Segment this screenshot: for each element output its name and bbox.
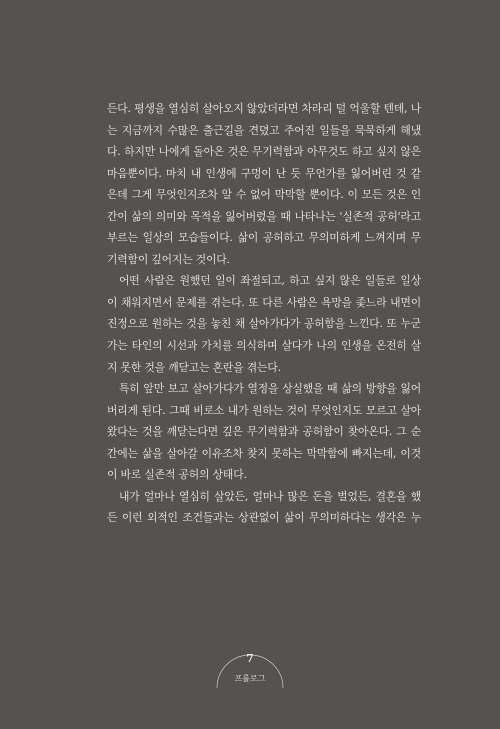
text-line: 내가 얼마나 열심히 살았든, 얼마나 많은 돈을 벌었든, 결혼을 했 bbox=[119, 489, 421, 503]
section-label: 프롤로그 bbox=[234, 674, 266, 683]
text-line: 진정으로 원하는 것을 놓친 채 살아가다가 공허함을 느낀다. 또 누군 bbox=[107, 317, 421, 331]
text-line: 마음뿐이다. 마치 내 인생에 구멍이 난 듯 무언가를 잃어버린 것 같 bbox=[107, 166, 421, 180]
text-line: 이 채워지면서 문제를 겪는다. 또 다른 사람은 욕망을 좇느라 내면이 bbox=[107, 295, 421, 309]
text-line: 지 못한 것을 깨닫고는 혼란을 겪는다. bbox=[107, 360, 281, 374]
text-line: 특히 앞만 보고 살아가다가 열정을 상실했을 때 삶의 방향을 잃어 bbox=[119, 382, 421, 396]
text-line: 다. 하지만 나에게 돌아온 것은 무기력함과 아무것도 하고 싶지 않은 bbox=[107, 145, 421, 159]
text-line: 은데 그게 무엇인지조차 알 수 없어 막막할 뿐이다. 이 모든 것은 인 bbox=[107, 188, 421, 202]
text-line: 이 바로 실존적 공허의 상태다. bbox=[107, 468, 247, 482]
text-line: 부르는 일상의 모습들이다. 삶이 공허하고 무의미하게 느껴지며 무 bbox=[107, 231, 421, 245]
text-line: 간에는 삶을 살아갈 이유조차 찾지 못하는 막막함에 빠지는데, 이것 bbox=[107, 446, 421, 460]
text-line: 버리게 된다. 그때 비로소 내가 원하는 것이 무엇인지도 모르고 살아 bbox=[107, 403, 421, 417]
text-line: 기력함이 깊어지는 것이다. bbox=[107, 252, 230, 266]
text-line: 간이 삶의 의미와 목적을 잃어버렸을 때 나타나는 '실존적 공허'라고 bbox=[107, 209, 421, 223]
text-line: 는 지금까지 수많은 출근길을 견뎠고 주어진 일들을 묵묵하게 해냈 bbox=[107, 123, 421, 137]
text-line: 든 이런 외적인 조건들과는 상관없이 삶이 무의미하다는 생각은 누 bbox=[107, 511, 421, 525]
text-line: 가는 타인의 시선과 가치를 의식하며 살다가 나의 인생을 온전히 살 bbox=[107, 339, 421, 353]
text-line: 어떤 사람은 원했던 일이 좌절되고, 하고 싶지 않은 일들로 일상 bbox=[119, 274, 421, 288]
body-text bbox=[107, 98, 421, 529]
text-line: 든다. 평생을 열심히 살아오지 않았더라면 차라리 덜 억울할 텐데, 나 bbox=[107, 102, 421, 115]
text-line: 왔다는 것을 깨닫는다면 깊은 무기력함과 공허함이 찾아온다. 그 순 bbox=[107, 425, 421, 439]
page-number: 7 bbox=[246, 652, 254, 665]
